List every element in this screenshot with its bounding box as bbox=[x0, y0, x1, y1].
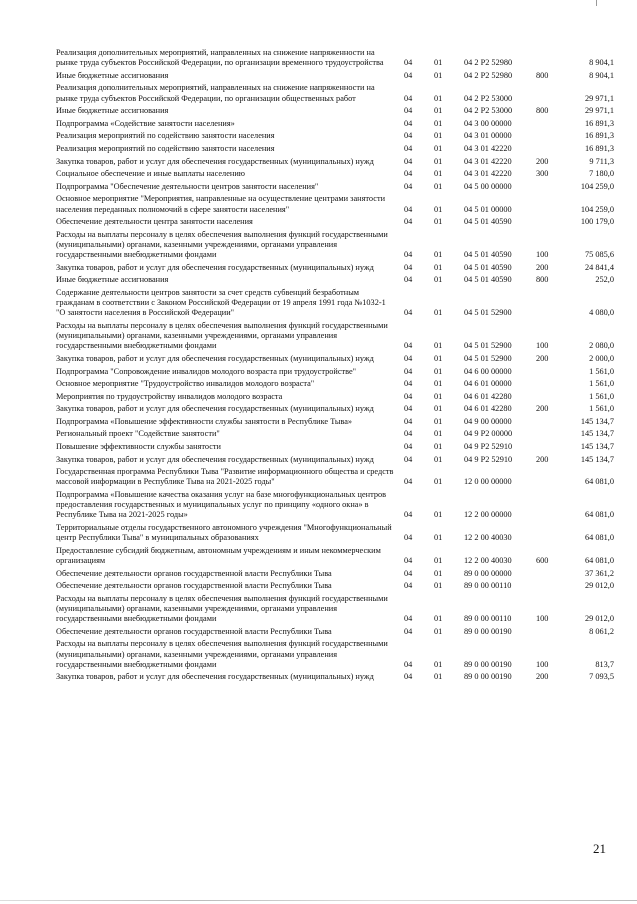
row-target-code: 04 9 P2 52910 bbox=[464, 454, 513, 464]
table-row bbox=[56, 169, 614, 182]
row-subsection: 01 bbox=[434, 533, 443, 543]
row-section: 04 bbox=[404, 106, 413, 116]
row-expense-type: 200 bbox=[536, 262, 549, 272]
row-name: Закупка товаров, работ и услуг для обеспечения государственных (муниципальных) нужд bbox=[56, 353, 374, 363]
row-section: 04 bbox=[404, 659, 413, 669]
row-amount: 1 561,0 bbox=[589, 379, 614, 389]
table-row bbox=[56, 404, 614, 417]
budget-table-body bbox=[56, 48, 614, 685]
row-section: 04 bbox=[404, 391, 413, 401]
row-name: Расходы на выплаты персоналу в целях обеспечения выполнения функций государственными (муниципальными) органами, казенными учреждениями, органами управления государственными внебюджетными фондами bbox=[56, 639, 388, 669]
row-expense-type: 800 bbox=[536, 70, 549, 80]
row-target-code: 89 0 00 00190 bbox=[464, 672, 512, 682]
table-row bbox=[56, 263, 614, 276]
row-subsection: 01 bbox=[434, 93, 443, 103]
table-row bbox=[56, 194, 614, 217]
row-expense-type: 100 bbox=[536, 659, 549, 669]
row-amount: 1 561,0 bbox=[589, 366, 614, 376]
row-amount: 104 259,0 bbox=[580, 181, 614, 191]
row-section: 04 bbox=[404, 204, 413, 214]
row-subsection: 01 bbox=[434, 429, 443, 439]
row-name: Реализация мероприятий по содействию занятости населения bbox=[56, 143, 275, 153]
row-subsection: 01 bbox=[434, 379, 443, 389]
row-name: Иные бюджетные ассигнования bbox=[56, 275, 169, 285]
table-row bbox=[56, 71, 614, 84]
table-row bbox=[56, 48, 614, 71]
row-amount: 64 081,0 bbox=[584, 533, 614, 543]
row-section: 04 bbox=[404, 131, 413, 141]
row-target-code: 12 2 00 00000 bbox=[464, 510, 512, 520]
row-name: Предоставление субсидий бюджетным, автономным учреждениям и иным некоммерческим организациям bbox=[56, 545, 381, 566]
row-name: Иные бюджетные ассигнования bbox=[56, 70, 169, 80]
row-expense-type bbox=[536, 217, 564, 230]
row-target-code: 04 5 01 40590 bbox=[464, 262, 512, 272]
row-target-code: 04 2 P2 53000 bbox=[464, 93, 513, 103]
row-target-code: 04 2 P2 53000 bbox=[464, 106, 513, 116]
row-amount: 16 891,3 bbox=[584, 143, 614, 153]
row-section: 04 bbox=[404, 404, 413, 414]
row-target-code: 04 2 P2 52980 bbox=[464, 58, 513, 68]
row-name: Территориальные отделы государственного автономного учреждения "Многофункциональный центр Республики Тыва" в муниципальных образованиях bbox=[56, 523, 392, 543]
row-section: 04 bbox=[404, 93, 413, 103]
table-row bbox=[56, 639, 614, 672]
row-section: 04 bbox=[404, 568, 413, 578]
scan-bottom-rule bbox=[0, 900, 637, 901]
row-section: 04 bbox=[404, 181, 413, 191]
row-subsection: 01 bbox=[434, 204, 443, 214]
row-amount: 8 061,2 bbox=[589, 626, 614, 636]
row-section: 04 bbox=[404, 581, 413, 591]
row-expense-type: 600 bbox=[536, 556, 549, 566]
row-target-code: 04 2 P2 52980 bbox=[464, 70, 513, 80]
row-name: Основное мероприятие "Трудоустройство инвалидов молодого возраста" bbox=[56, 379, 315, 389]
table-row bbox=[56, 672, 614, 685]
table-row bbox=[56, 157, 614, 170]
row-subsection: 01 bbox=[434, 308, 443, 318]
table-row bbox=[56, 392, 614, 405]
table-row bbox=[56, 321, 614, 354]
row-name: Региональный проект "Содействие занятости" bbox=[56, 429, 220, 439]
row-amount: 2 080,0 bbox=[589, 341, 614, 351]
table-row bbox=[56, 442, 614, 455]
table-row bbox=[56, 467, 614, 490]
row-target-code: 04 3 00 00000 bbox=[464, 118, 512, 128]
row-subsection: 01 bbox=[434, 275, 443, 285]
row-name: Обеспечение деятельности органов государственной власти Республики Тыва bbox=[56, 581, 332, 591]
row-subsection: 01 bbox=[434, 568, 443, 578]
row-name: Реализация мероприятий по содействию занятости населения bbox=[56, 131, 275, 141]
row-section: 04 bbox=[404, 70, 413, 80]
row-target-code: 04 9 P2 52910 bbox=[464, 442, 513, 452]
row-name: Социальное обеспечение и иные выплаты населению bbox=[56, 169, 245, 179]
row-expense-type bbox=[536, 144, 564, 157]
row-expense-type: 200 bbox=[536, 353, 549, 363]
row-expense-type bbox=[536, 48, 564, 71]
row-amount: 145 134,7 bbox=[580, 442, 614, 452]
row-expense-type bbox=[536, 569, 564, 582]
row-subsection: 01 bbox=[434, 404, 443, 414]
row-expense-type bbox=[536, 131, 564, 144]
row-name: Расходы на выплаты персоналу в целях обеспечения выполнения функций государственными (муниципальными) органами, казенными учреждениями, органами управления государственными внебюджетными фондами bbox=[56, 229, 388, 260]
table-row bbox=[56, 131, 614, 144]
row-target-code: 89 0 00 00110 bbox=[464, 614, 512, 624]
row-subsection: 01 bbox=[434, 250, 443, 260]
row-expense-type bbox=[536, 379, 564, 392]
row-section: 04 bbox=[404, 353, 413, 363]
row-subsection: 01 bbox=[434, 366, 443, 376]
row-expense-type bbox=[536, 627, 564, 640]
row-section: 04 bbox=[404, 416, 413, 426]
row-section: 04 bbox=[404, 156, 413, 166]
row-expense-type bbox=[536, 467, 564, 490]
row-target-code: 04 9 P2 00000 bbox=[464, 429, 513, 439]
row-amount: 37 361,2 bbox=[584, 568, 614, 578]
row-subsection: 01 bbox=[434, 477, 443, 487]
row-name: Основное мероприятие "Мероприятия, направленные на осуществление центрами занятости населения переданных полномочий в сфере занятости населения" bbox=[56, 194, 386, 214]
table-row bbox=[56, 83, 614, 106]
row-subsection: 01 bbox=[434, 58, 443, 68]
row-section: 04 bbox=[404, 58, 413, 68]
row-subsection: 01 bbox=[434, 169, 443, 179]
row-expense-type bbox=[536, 119, 564, 132]
row-subsection: 01 bbox=[434, 581, 443, 591]
row-expense-type bbox=[536, 182, 564, 195]
row-name: Содержание деятельности центров занятости за счет средств субвенций безработным гражданам в соответствии с Законом Российской Федерации от 19 апреля 1991 года №1032-1 "О занятости населения в Российской Федерации" bbox=[56, 287, 386, 318]
row-subsection: 01 bbox=[434, 143, 443, 153]
row-section: 04 bbox=[404, 614, 413, 624]
row-section: 04 bbox=[404, 533, 413, 543]
table-row bbox=[56, 455, 614, 468]
row-amount: 64 081,0 bbox=[584, 477, 614, 487]
row-target-code: 89 0 00 00110 bbox=[464, 581, 512, 591]
row-name: Подпрограмма «Повышение качества оказания услуг на базе многофункциональных центров предоставления государственных и муниципальных услуг по принципу «одного окна» в Республике Тыва на 2021-2025 годы» bbox=[56, 490, 387, 520]
row-subsection: 01 bbox=[434, 118, 443, 128]
row-amount: 64 081,0 bbox=[584, 556, 614, 566]
table-row bbox=[56, 119, 614, 132]
row-section: 04 bbox=[404, 454, 413, 464]
table-row bbox=[56, 627, 614, 640]
table-row bbox=[56, 546, 614, 569]
row-subsection: 01 bbox=[434, 454, 443, 464]
row-section: 04 bbox=[404, 442, 413, 452]
row-name: Подпрограмма «Содействие занятости населения» bbox=[56, 118, 235, 128]
table-row bbox=[56, 354, 614, 367]
row-section: 04 bbox=[404, 143, 413, 153]
row-expense-type: 200 bbox=[536, 672, 549, 682]
row-target-code: 04 6 01 42280 bbox=[464, 404, 512, 414]
page-number: 21 bbox=[593, 841, 606, 856]
row-expense-type bbox=[536, 442, 564, 455]
row-amount: 7 093,5 bbox=[589, 672, 614, 682]
row-amount: 64 081,0 bbox=[584, 510, 614, 520]
row-amount: 9 711,3 bbox=[589, 156, 614, 166]
row-name: Подпрограмма "Сопровождение инвалидов молодого возраста при трудоустройстве" bbox=[56, 366, 357, 376]
row-target-code: 04 3 01 00000 bbox=[464, 131, 512, 141]
row-subsection: 01 bbox=[434, 556, 443, 566]
table-row bbox=[56, 367, 614, 380]
row-name: Закупка товаров, работ и услуг для обеспечения государственных (муниципальных) нужд bbox=[56, 672, 374, 682]
row-target-code: 89 0 00 00000 bbox=[464, 568, 512, 578]
row-amount: 100 179,0 bbox=[580, 217, 614, 227]
table-row bbox=[56, 581, 614, 594]
row-name: Обеспечение деятельности органов государственной власти Республики Тыва bbox=[56, 568, 332, 578]
row-target-code: 04 3 01 42220 bbox=[464, 156, 512, 166]
row-expense-type: 100 bbox=[536, 614, 549, 624]
row-section: 04 bbox=[404, 169, 413, 179]
row-section: 04 bbox=[404, 250, 413, 260]
row-expense-type bbox=[536, 429, 564, 442]
budget-table bbox=[56, 48, 614, 685]
row-target-code: 12 2 00 40030 bbox=[464, 556, 512, 566]
row-amount: 29 012,0 bbox=[584, 614, 614, 624]
row-name: Подпрограмма «Повышение эффективности службы занятости в Республике Тыва» bbox=[56, 416, 353, 426]
table-row bbox=[56, 417, 614, 430]
table-row bbox=[56, 569, 614, 582]
row-subsection: 01 bbox=[434, 510, 443, 520]
row-target-code: 04 5 01 00000 bbox=[464, 204, 512, 214]
row-name: Закупка товаров, работ и услуг для обеспечения государственных (муниципальных) нужд bbox=[56, 454, 374, 464]
row-section: 04 bbox=[404, 118, 413, 128]
table-row bbox=[56, 429, 614, 442]
row-subsection: 01 bbox=[434, 217, 443, 227]
row-target-code: 04 5 01 40590 bbox=[464, 217, 512, 227]
row-target-code: 04 9 00 00000 bbox=[464, 416, 512, 426]
row-section: 04 bbox=[404, 429, 413, 439]
row-expense-type bbox=[536, 194, 564, 217]
row-section: 04 bbox=[404, 626, 413, 636]
row-expense-type: 200 bbox=[536, 156, 549, 166]
row-target-code: 04 5 01 52900 bbox=[464, 308, 512, 318]
row-expense-type bbox=[536, 490, 564, 523]
row-amount: 813,7 bbox=[595, 659, 614, 669]
row-target-code: 04 5 00 00000 bbox=[464, 181, 512, 191]
row-section: 04 bbox=[404, 366, 413, 376]
row-subsection: 01 bbox=[434, 70, 443, 80]
row-expense-type bbox=[536, 417, 564, 430]
row-target-code: 04 6 01 42280 bbox=[464, 391, 512, 401]
row-expense-type bbox=[536, 581, 564, 594]
row-amount: 1 561,0 bbox=[589, 404, 614, 414]
table-row bbox=[56, 594, 614, 627]
row-section: 04 bbox=[404, 510, 413, 520]
row-amount: 145 134,7 bbox=[580, 416, 614, 426]
row-amount: 16 891,3 bbox=[584, 131, 614, 141]
row-section: 04 bbox=[404, 262, 413, 272]
row-amount: 29 971,1 bbox=[584, 93, 614, 103]
table-row bbox=[56, 490, 614, 523]
row-subsection: 01 bbox=[434, 391, 443, 401]
row-section: 04 bbox=[404, 308, 413, 318]
row-subsection: 01 bbox=[434, 353, 443, 363]
row-amount: 252,0 bbox=[595, 275, 614, 285]
row-subsection: 01 bbox=[434, 672, 443, 682]
row-name: Мероприятия по трудоустройству инвалидов молодого возраста bbox=[56, 391, 283, 401]
scan-edge-mark bbox=[596, 0, 597, 6]
row-expense-type: 100 bbox=[536, 341, 549, 351]
row-amount: 7 180,0 bbox=[589, 169, 614, 179]
row-amount: 104 259,0 bbox=[580, 204, 614, 214]
row-target-code: 04 3 01 42220 bbox=[464, 169, 512, 179]
row-amount: 145 134,7 bbox=[580, 454, 614, 464]
row-name: Закупка товаров, работ и услуг для обеспечения государственных (муниципальных) нужд bbox=[56, 156, 374, 166]
row-expense-type: 300 bbox=[536, 169, 549, 179]
row-target-code: 04 6 01 00000 bbox=[464, 379, 512, 389]
table-row bbox=[56, 379, 614, 392]
row-subsection: 01 bbox=[434, 106, 443, 116]
table-row bbox=[56, 144, 614, 157]
table-row bbox=[56, 182, 614, 195]
table-row bbox=[56, 275, 614, 288]
row-target-code: 89 0 00 00190 bbox=[464, 626, 512, 636]
row-target-code: 04 5 01 52900 bbox=[464, 341, 512, 351]
row-expense-type bbox=[536, 392, 564, 405]
row-amount: 8 904,1 bbox=[589, 58, 614, 68]
row-name: Иные бюджетные ассигнования bbox=[56, 106, 169, 116]
row-subsection: 01 bbox=[434, 614, 443, 624]
row-target-code: 12 2 00 40030 bbox=[464, 533, 512, 543]
table-row bbox=[56, 523, 614, 546]
row-expense-type: 100 bbox=[536, 250, 549, 260]
row-amount: 2 000,0 bbox=[589, 353, 614, 363]
row-expense-type bbox=[536, 288, 564, 321]
row-target-code: 04 5 01 40590 bbox=[464, 250, 512, 260]
row-section: 04 bbox=[404, 477, 413, 487]
row-name: Реализация дополнительных мероприятий, направленных на снижение напряженности на рынке труда субъектов Российской Федерации, по организации временного трудоустройства bbox=[56, 48, 384, 68]
row-expense-type: 800 bbox=[536, 275, 549, 285]
row-amount: 16 891,3 bbox=[584, 118, 614, 128]
row-name: Расходы на выплаты персоналу в целях обеспечения выполнения функций государственными (муниципальными) органами, казенными учреждениями, органами управления государственными внебюджетными фондами bbox=[56, 320, 388, 351]
row-amount: 4 080,0 bbox=[589, 308, 614, 318]
row-amount: 29 971,1 bbox=[584, 106, 614, 116]
row-section: 04 bbox=[404, 556, 413, 566]
row-target-code: 04 6 00 00000 bbox=[464, 366, 512, 376]
row-amount: 145 134,7 bbox=[580, 429, 614, 439]
row-amount: 8 904,1 bbox=[589, 70, 614, 80]
row-expense-type bbox=[536, 523, 564, 546]
row-subsection: 01 bbox=[434, 659, 443, 669]
row-section: 04 bbox=[404, 672, 413, 682]
row-section: 04 bbox=[404, 341, 413, 351]
row-name: Закупка товаров, работ и услуг для обеспечения государственных (муниципальных) нужд bbox=[56, 262, 374, 272]
row-name: Расходы на выплаты персоналу в целях обеспечения выполнения функций государственными (муниципальными) органами, казенными учреждениями, органами управления государственными внебюджетными фондами bbox=[56, 593, 388, 624]
row-expense-type: 200 bbox=[536, 404, 549, 414]
row-section: 04 bbox=[404, 217, 413, 227]
row-target-code: 04 5 01 52900 bbox=[464, 353, 512, 363]
row-subsection: 01 bbox=[434, 341, 443, 351]
row-subsection: 01 bbox=[434, 262, 443, 272]
row-expense-type: 800 bbox=[536, 106, 549, 116]
row-amount: 29 012,0 bbox=[584, 581, 614, 591]
row-subsection: 01 bbox=[434, 156, 443, 166]
row-target-code: 12 0 00 00000 bbox=[464, 477, 512, 487]
table-row bbox=[56, 217, 614, 230]
row-expense-type: 200 bbox=[536, 454, 549, 464]
row-expense-type bbox=[536, 83, 564, 106]
row-name: Обеспечение деятельности центра занятости населения bbox=[56, 217, 253, 227]
row-subsection: 01 bbox=[434, 626, 443, 636]
row-subsection: 01 bbox=[434, 131, 443, 141]
row-name: Реализация дополнительных мероприятий, направленных на снижение напряженности на рынке труда субъектов Российской Федерации, по организации общественных работ bbox=[56, 83, 375, 103]
row-target-code: 04 3 01 42220 bbox=[464, 143, 512, 153]
row-target-code: 89 0 00 00190 bbox=[464, 659, 512, 669]
row-section: 04 bbox=[404, 379, 413, 389]
row-name: Обеспечение деятельности органов государственной власти Республики Тыва bbox=[56, 626, 332, 636]
table-row bbox=[56, 230, 614, 263]
table-row bbox=[56, 288, 614, 321]
row-amount: 75 085,6 bbox=[584, 250, 614, 260]
row-subsection: 01 bbox=[434, 181, 443, 191]
row-target-code: 04 5 01 40590 bbox=[464, 275, 512, 285]
row-section: 04 bbox=[404, 275, 413, 285]
row-name: Подпрограмма "Обеспечение деятельности центров занятости населения" bbox=[56, 181, 319, 191]
row-subsection: 01 bbox=[434, 442, 443, 452]
table-row bbox=[56, 106, 614, 119]
row-name: Государственная программа Республики Тыва "Развитие информационного общества и средств массовой информации в Республике Тыва на 2021-2025 годы" bbox=[56, 467, 394, 487]
row-name: Закупка товаров, работ и услуг для обеспечения государственных (муниципальных) нужд bbox=[56, 404, 374, 414]
row-expense-type bbox=[536, 367, 564, 380]
row-amount: 1 561,0 bbox=[589, 391, 614, 401]
row-subsection: 01 bbox=[434, 416, 443, 426]
row-name: Повышение эффективности службы занятости bbox=[56, 442, 221, 452]
row-amount: 24 841,4 bbox=[584, 262, 614, 272]
